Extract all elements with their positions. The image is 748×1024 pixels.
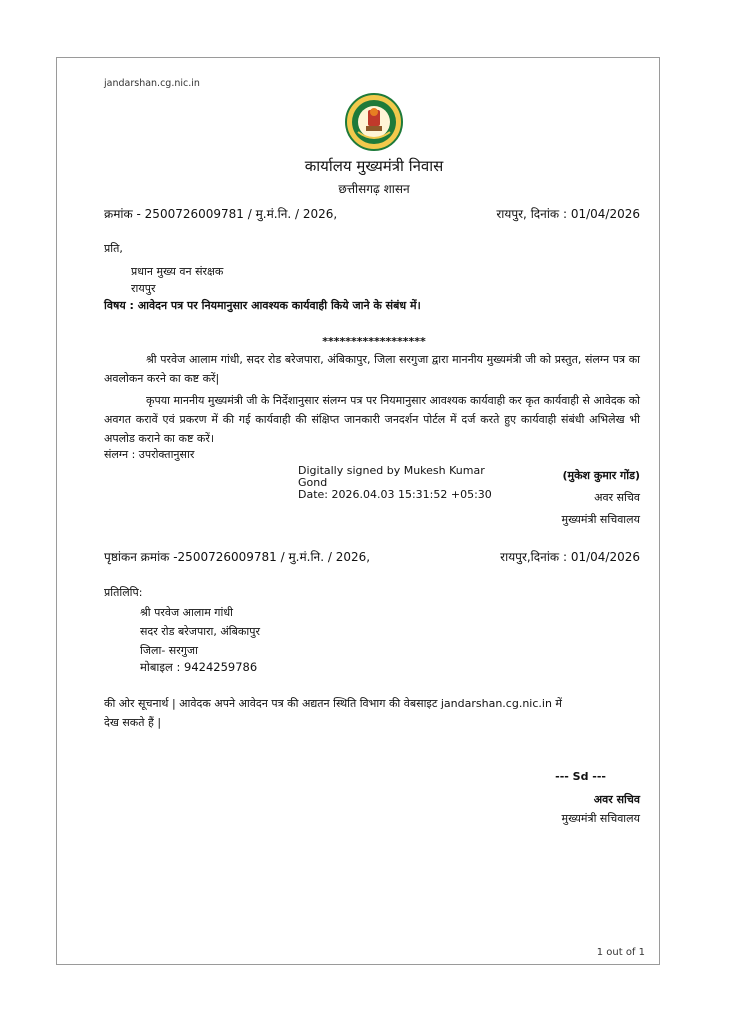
signatory-office: मुख्यमंत्री सचिवालय bbox=[561, 513, 640, 526]
recipient-designation: प्रधान मुख्य वन संरक्षक bbox=[131, 265, 224, 278]
signatory-designation: अवर सचिव bbox=[594, 491, 640, 504]
closing-office: मुख्यमंत्री सचिवालय bbox=[561, 812, 640, 825]
state-emblem-icon bbox=[344, 92, 404, 152]
recipient-city: रायपुर bbox=[131, 282, 156, 295]
header-url: jandarshan.cg.nic.in bbox=[104, 78, 200, 89]
closing-designation: अवर सचिव bbox=[593, 793, 640, 806]
separator-stars: ****************** bbox=[322, 335, 426, 348]
closing-sd: --- Sd --- bbox=[555, 770, 606, 783]
endorsement-place-date: रायपुर,दिनांक : 01/04/2026 bbox=[500, 550, 640, 564]
body-paragraph-1: श्री परवेज आलाम गांधी, सदर रोड बरेजपारा, अंबिकापुर, जिला सरगुजा द्वारा माननीय मुख्यमंत्री जी को प्रस्तुत, संलग्न पत्र का अवलोकन करने का कष्ट करें| bbox=[104, 353, 640, 385]
info-line-1: की ओर सूचनार्थ | आवेदक अपने आवेदन पत्र की अद्यतन स्थिति विभाग की वेबसाइट jandarshan.cg.nic.in में bbox=[104, 697, 562, 710]
digital-signature-line-1: Digitally signed by Mukesh Kumar bbox=[298, 464, 485, 477]
subject-line: विषय : आवेदन पत्र पर नियमानुसार आवश्यक कार्यवाही किये जाने के संबंध में। bbox=[104, 299, 421, 312]
reference-place-date: रायपुर, दिनांक : 01/04/2026 bbox=[496, 207, 640, 221]
reference-number: क्रमांक - 2500726009781 / मु.मं.नि. / 2026, bbox=[104, 207, 338, 221]
body-paragraph-2: कृपया माननीय मुख्यमंत्री जी के निर्देशानुसार संलग्न पत्र पर नियमानुसार आवश्यक कार्यवाही कर कृत कार्यवाही से आवेदक को अवगत करावें एवं प्रकरण में की गई कार्यवाही की संक्षिप्त जानकारी जनदर्शन पोर्टल में दर्ज करते हुए कार्यवाही संबंधी अभिलेख भी अपलोड कराने का कष्ट करें। bbox=[104, 394, 640, 445]
digital-signature-date: Date: 2026.04.03 15:31:52 +05:30 bbox=[298, 488, 492, 501]
enclosure-note: संलग्न : उपरोक्तानुसार bbox=[104, 448, 195, 461]
government-name: छत्तीसगढ़ शासन bbox=[338, 182, 410, 196]
copy-name: श्री परवेज आलाम गांधी bbox=[140, 606, 233, 619]
digital-signature-line-2: Gond bbox=[298, 476, 328, 489]
endorsement-number: पृष्ठांकन क्रमांक -2500726009781 / मु.मं.नि. / 2026, bbox=[104, 550, 371, 564]
recipient-to: प्रति, bbox=[104, 242, 123, 255]
copy-mobile: मोबाइल : 9424259786 bbox=[140, 660, 258, 674]
signatory-name: (मुकेश कुमार गोंड) bbox=[562, 469, 640, 482]
copy-district: जिला- सरगुजा bbox=[140, 644, 198, 657]
page-number: 1 out of 1 bbox=[596, 947, 645, 958]
copy-address: सदर रोड बरेजपारा, अंबिकापुर bbox=[140, 625, 260, 638]
info-line-2: देख सकते हैं | bbox=[104, 716, 162, 729]
office-title: कार्यालय मुख्यमंत्री निवास bbox=[304, 157, 444, 175]
copy-label: प्रतिलिपि: bbox=[104, 586, 143, 599]
